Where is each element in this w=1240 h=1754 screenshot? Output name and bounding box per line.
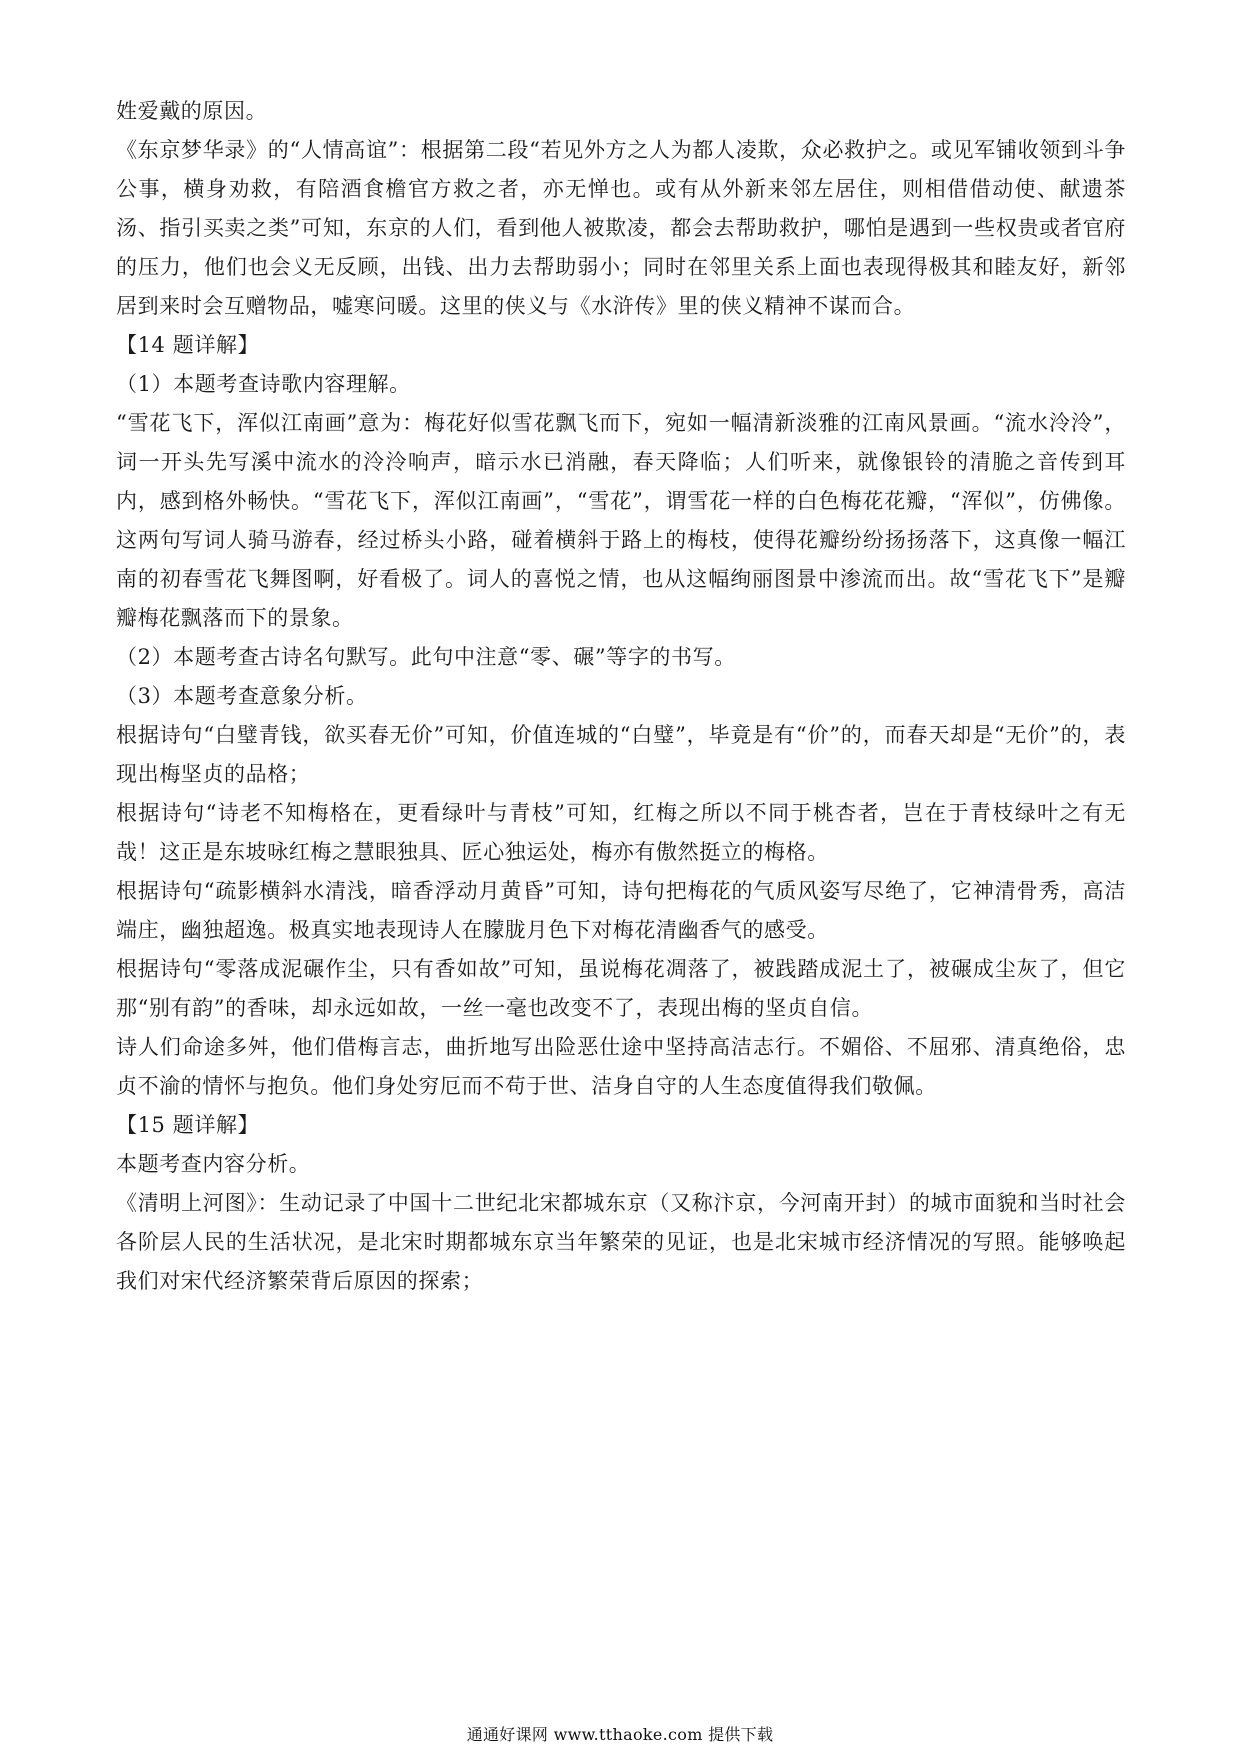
paragraph-q14-poem-2: 根据诗句“诗老不知梅格在，更看绿叶与青枝”可知，红梅之所以不同于桃杏者，岂在于青枝绿叶之有无哉！这正是东坡咏红梅之慧眼独具、匠心独运处，梅亦有傲然挺立的梅格。 xyxy=(116,801,1126,864)
paragraph-q14-poem-3: 根据诗句“疏影横斜水清浅，暗香浮动月黄昏”可知，诗句把梅花的气质风姿写尽绝了，它神清骨秀，高洁端庄，幽独超逸。极真实地表现诗人在朦胧月色下对梅花清幽香气的感受。 xyxy=(116,879,1126,942)
paragraph-q15-intro: 本题考查内容分析。 xyxy=(116,1152,311,1176)
paragraph-q14-summary: 诗人们命途多舛，他们借梅言志，曲折地写出险恶仕途中坚持高洁志行。不媚俗、不屈邪、清真绝俗，忠贞不渝的情怀与抱负。他们身处穷厄而不苟于世、洁身自守的人生态度值得我们敬佩。 xyxy=(116,1035,1126,1098)
paragraph-q14-poem-1: 根据诗句“白璧青钱，欲买春无价”可知，价值连城的“白璧”，毕竟是有“价”的，而春天却是“无价”的，表现出梅坚贞的品格； xyxy=(116,723,1126,786)
document-body xyxy=(116,92,1126,1301)
paragraph-continuation: 姓爱戴的原因。 xyxy=(116,99,268,123)
section-heading-q15: 【15 题详解】 xyxy=(116,1113,260,1137)
page-footer: 通通好课网 www.tthaoke.com 提供下载 xyxy=(466,1725,774,1744)
paragraph-q14-poem-4: 根据诗句“零落成泥碾作尘，只有香如故”可知，虽说梅花凋落了，被践踏成泥土了，被碾成尘灰了，但它那“别有韵”的香味，却永远如故，一丝一毫也改变不了，表现出梅的坚贞自信。 xyxy=(116,957,1126,1020)
paragraph-dongjing-menghualu: 《东京梦华录》的“人情高谊”：根据第二段“若见外方之人为都人凌欺，众必救护之。或见军铺收领到斗争公事，横身劝救，有陪酒食檐官方救之者，亦无惮也。或有从外新来邻左居住，则相借借动使、献遗茶汤、指引买卖之类”可知，东京的人们，看到他人被欺凌，都会去帮助救护，哪怕是遇到一些权贵或者官府的压力，他们也会义无反顾，出钱、出力去帮助弱小；同时在邻里关系上面也表现得极其和睦友好，新邻居到来时会互赠物品，嘘寒问暖。这里的侠义与《水浒传》里的侠义精神不谋而合。 xyxy=(116,138,1126,318)
paragraph-q15-qingming: 《清明上河图》：生动记录了中国十二世纪北宋都城东京（又称汴京，今河南开封）的城市面貌和当时社会各阶层人民的生活状况，是北宋时期都城东京当年繁荣的见证，也是北宋城市经济情况的写照。能够唤起我们对宋代经济繁荣背后原因的探索； xyxy=(116,1191,1126,1293)
paragraph-q14-snow-analysis: “雪花飞下，浑似江南画”意为：梅花好似雪花飘飞而下，宛如一幅清新淡雅的江南风景画。“流水泠泠”，词一开头先写溪中流水的泠泠响声，暗示水已消融，春天降临；人们听来，就像银铃的清脆之音传到耳内，感到格外畅快。“雪花飞下，浑似江南画”，“雪花”，谓雪花一样的白色梅花花瓣，“浑似”，仿佛像。这两句写词人骑马游春，经过桥头小路，碰着横斜于路上的梅枝，使得花瓣纷纷扬扬落下，这真像一幅江南的初春雪花飞舞图啊，好看极了。词人的喜悦之情，也从这幅绚丽图景中渗流而出。故“雪花飞下”是瓣瓣梅花飘落而下的景象。 xyxy=(116,411,1126,630)
paragraph-q14-part1: （1）本题考查诗歌内容理解。 xyxy=(116,372,411,396)
paragraph-q14-part3: （3）本题考查意象分析。 xyxy=(116,684,368,708)
section-heading-q14: 【14 题详解】 xyxy=(116,333,260,357)
paragraph-q14-part2: （2）本题考查古诗名句默写。此句中注意“零、碾”等字的书写。 xyxy=(116,645,736,669)
